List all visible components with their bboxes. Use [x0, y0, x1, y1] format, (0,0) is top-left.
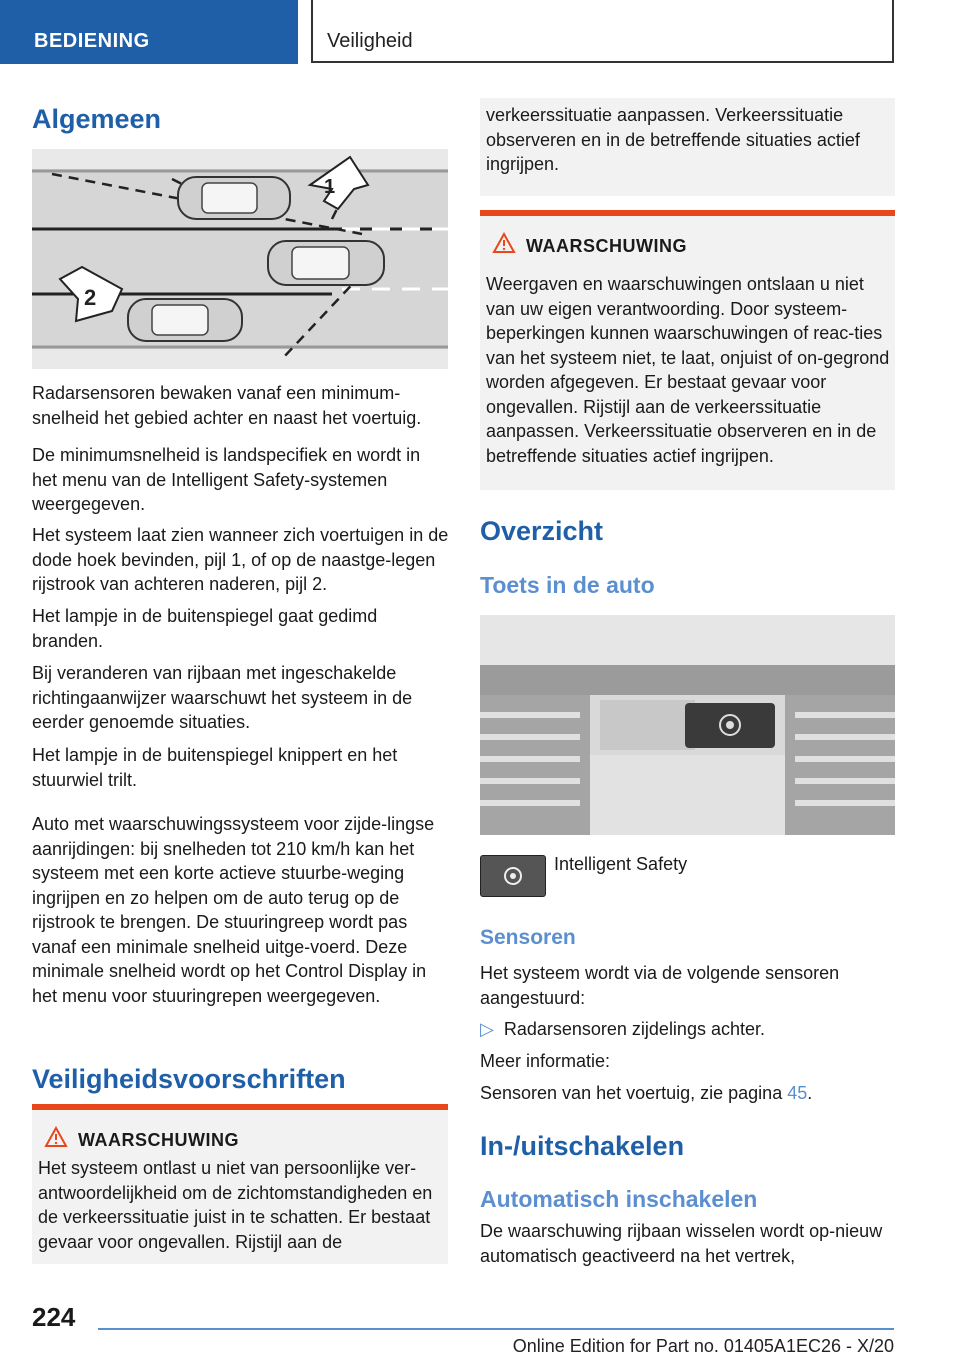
- paragraph: Het lampje in de buitenspiegel gaat gedimd branden.: [32, 606, 378, 651]
- chapter-box: [311, 0, 894, 63]
- warning-title: WAARSCHUWING: [78, 1130, 239, 1150]
- car-icon: [268, 241, 384, 285]
- warning-text: Het systeem ontlast u niet van persoonlijke ver-antwoordelijkheid om de zichtomstandigheden en de verkeerssituatie juist in te schatten. Er bestaat gevaar voor ongevallen. Rijstijl aan de: [38, 1158, 433, 1252]
- heading-button: Toets in de auto: [480, 572, 655, 598]
- warning-triangle-icon: [44, 1126, 68, 1148]
- paragraph: Het systeem laat zien wanneer zich voertuigen in de dode hoek bevinden, pijl 1, of op de naastge-legen rijstrook van achteren naderen, pijl 2.: [32, 525, 449, 594]
- sensors-text: Het systeem wordt via de volgende sensoren aangestuurd:: [480, 963, 840, 1008]
- section-title: BEDIENING: [34, 30, 150, 52]
- paragraph: De minimumsnelheid is landspecifiek en wordt in het menu van de Intelligent Safety-systemen weergegeven.: [32, 445, 421, 514]
- warning-box: [32, 1104, 448, 1264]
- chapter-title: Veiligheid: [327, 30, 413, 52]
- more-info-label: Meer informatie:: [480, 1051, 611, 1071]
- svg-text:2: 2: [84, 285, 97, 310]
- heading-onoff: In-/uitschakelen: [480, 1131, 685, 1161]
- more-info-reference: Sensoren van het voertuig, zie pagina 45.: [480, 1083, 813, 1103]
- car-icon: [128, 299, 242, 341]
- dashboard-photo: [480, 615, 895, 835]
- warning-text: Weergaven en waarschuwingen ontslaan u niet van uw eigen verantwoording. Door systeem-beperkingen kunnen waarschuwingen of reac-ties van het systeem niet, te laat, onjuist of on-gegrond worden afgegeven. Er bestaat gevaar voor ongevallen. Rijstijl aan de verkeerssituatie aanpassen. Verkeerssituatie observeren en in de betreffende situaties actief ingrijpen.: [486, 274, 890, 466]
- paragraph: Bij veranderen van rijbaan met ingeschakelde richtingaanwijzer waarschuwt het systeem in de eerder genoemde situaties.: [32, 663, 413, 732]
- paragraph: Auto met waarschuwingssysteem voor zijde-lingse aanrijdingen: bij snelheden tot 210 km/h kan het systeem met een korte actieve stuurbe-weging ingrijpen en zo helpen om de auto terug op de rijstrook te brengen. De stuuringreep wordt pas vanaf een minimale snelheid uitge-voerd. Deze minimale snelheid wordt op het Control Display in het menu voor stuuringrepen weergegeven.: [32, 814, 435, 1006]
- heading-overview: Overzicht: [480, 516, 604, 546]
- auto-text: De waarschuwing rijbaan wisselen wordt op-nieuw automatisch geactiveerd na het vertrek,: [480, 1221, 883, 1266]
- heading-auto: Automatisch inschakelen: [480, 1186, 758, 1212]
- bullet-triangle-icon: ▷: [480, 1019, 494, 1039]
- heading-safety: Veiligheidsvoorschriften: [32, 1064, 346, 1094]
- section-tab: [0, 0, 298, 64]
- paragraph: Het lampje in de buitenspiegel knippert en het stuurwiel trilt.: [32, 745, 398, 790]
- heading-general: Algemeen: [32, 104, 162, 134]
- page-link[interactable]: 45: [787, 1083, 808, 1103]
- warning-continuation-box: [480, 98, 895, 196]
- page-number: 224: [32, 1302, 76, 1332]
- footer-edition: Online Edition for Part no. 01405A1EC26 - X/20: [512, 1336, 894, 1356]
- warning-continuation-text: verkeerssituatie aanpassen. Verkeerssituatie observeren en in de betreffende situaties actief ingrijpen.: [486, 105, 860, 174]
- warning-triangle-icon: [492, 232, 516, 254]
- footer-divider: [98, 1328, 894, 1330]
- button-caption: Intelligent Safety: [554, 854, 688, 874]
- intelligent-safety-button-icon: [480, 855, 546, 897]
- warning-box: [480, 210, 895, 490]
- warning-title: WAARSCHUWING: [526, 236, 687, 256]
- paragraph: Radarsensoren bewaken vanaf een minimum-snelheid het gebied achter en naast het voertuig.: [32, 383, 422, 428]
- blind-spot-diagram: [32, 149, 448, 369]
- svg-text:1: 1: [324, 176, 336, 198]
- sensors-bullet-item: ▷ Radarsensoren zijdelings achter.: [480, 1019, 765, 1039]
- car-icon: [178, 177, 290, 219]
- heading-sensors: Sensoren: [480, 926, 576, 949]
